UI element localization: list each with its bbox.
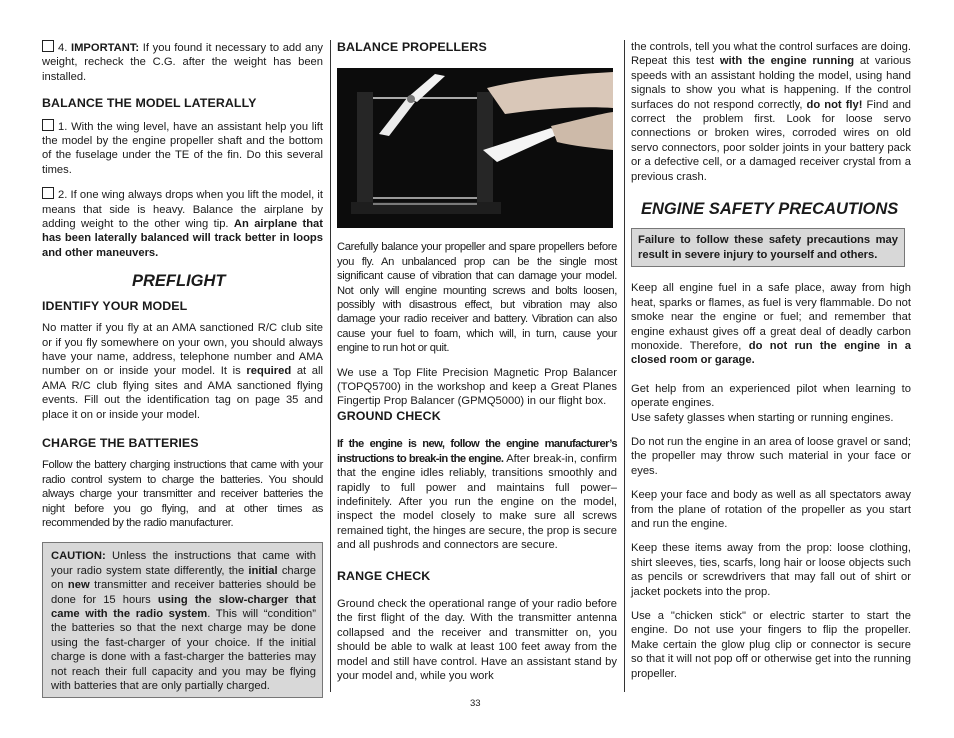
balance-step-1 [42, 119, 323, 178]
props-paragraph-1: Carefully balance your propeller and spare propellers before you fly. An unbalanced prop can be the single most significant cause of vibration that can damage your model. Not only will engine mounting screws and bolts loosen, possibly with disastrous effect, but vibration may also damage your radio receiver and battery. Vibration can also cause your fuel to foam, which will, in turn, cause your engine to run hot or quit. [337, 241, 617, 355]
heading-balance-laterally: BALANCE THE MODEL LATERALLY [42, 96, 257, 111]
caution-slow-charger: using the slow-charger that came with the radio system [51, 593, 316, 620]
prop-balancer-photo [337, 68, 613, 228]
important-label: IMPORTANT: [70, 42, 140, 54]
safety-paragraph-6: Use a "chicken stick" or electric starter to start the engine. Do not use your fingers to flip the propeller. Make certain the glow plug clip or connector is secure so that it will not pop off or otherwise get into the running propeller. [631, 610, 911, 680]
safety-paragraph-2 [631, 382, 911, 425]
range-cont-c: Find and correct the problem first. Look for loose servo connections or broken wires, corroded wires on old servo connectors, poor solder joints in your battery pack or a defective cell, or a damaged receiver crystal from a previous crash. [631, 98, 912, 183]
safety-1-text: Keep all engine fuel in a safe place, away from high heat, sparks or flames, as fuel is very flammable. Do not smoke near the engine or fuel; and remember that engine exhaust gives off a great deal of deadly carbon monoxide. Therefore, [631, 282, 911, 352]
propeller-hub [407, 95, 415, 103]
important-note [42, 40, 323, 84]
safety-2b-text: Use safety glasses when starting or running engines. [631, 411, 894, 424]
heading-ground-check: GROUND CHECK [337, 408, 441, 423]
safety-paragraph-5: Keep these items away from the prop: loose clothing, shirt sleeves, ties, scarfs, long hair or loose objects such as pencils or screwdrivers that may fall out of shirt or jacket pockets into the prop. [631, 542, 911, 598]
heading-preflight: PREFLIGHT [132, 272, 226, 291]
range-continued [631, 40, 911, 184]
charge-paragraph: Follow the battery charging instructions that came with your radio control system to charge the batteries. You should always charge your transmitter and receiver batteries the night before you go flying, and at other times as recommended by the radio manufacturer. [42, 459, 323, 529]
heading-range-check: RANGE CHECK [337, 568, 431, 583]
caution-text-a: Unless the instructions that came with your radio system state differently, the [51, 550, 316, 577]
identify-paragraph [42, 321, 323, 422]
caution-box [42, 542, 323, 698]
balancer-left-post [357, 92, 373, 210]
heading-balance-propellers: BALANCE PROPELLERS [337, 40, 487, 54]
column-left [42, 40, 323, 698]
warning-box: Failure to follow these safety precautions may result in severe injury to yourself and others. [631, 228, 905, 267]
caution-text-b: charge on [51, 564, 317, 592]
page-number: 33 [470, 698, 481, 709]
props-paragraph-2: We use a Top Flite Precision Magnetic Prop Balancer (TOPQ5700) in the workshop and keep a Great Planes Fingertip Prop Balancer (GPMQ5000) in our flight box. [337, 366, 617, 408]
balance-step-1-text: 1. With the wing level, have an assistant help you lift the model by the engine propeller shaft and the bottom of the fuselage under the TE of the fin. Do this several times. [42, 120, 323, 176]
balance-step-2-bold: An airplane that has been laterally balanced will track better in loops and other maneuvers. [42, 218, 324, 259]
safety-paragraph-3: Do not run the engine in an area of loose gravel or sand; the propeller may throw such material in your face or eyes. [631, 435, 911, 477]
caution-text-d: . This will “condition” the batteries so that the next charge may be done using the fast-charger of your choice. If the initial charge is done with a fast-charger the batteries may not reach their full capacity and you may be flying with batteries that are only partially charged. [51, 608, 316, 693]
range-cont-bold-1: with the engine running [719, 55, 855, 68]
important-text: If you found it necessary to add any weight, recheck the C.G. after the weight has been installed. [42, 42, 324, 83]
range-cont-a: the controls, tell you what the control surfaces are doing. Repeat this test [631, 41, 911, 68]
balance-step-2 [42, 187, 323, 260]
range-cont-bold-2: do not fly! [806, 98, 863, 111]
ground-text: After break-in, confirm that the engine idles reliably, transitions smoothly and rapidly to full power and maintains full power–indefinitely. After you run the engine on the model, inspect the model closely to make sure all screws remained tight, the hinges are secure, the prop is secure and all pushrods and connectors are secure. [337, 452, 617, 552]
heading-identify-model: IDENTIFY YOUR MODEL [42, 298, 188, 313]
identify-required: required [246, 365, 292, 378]
ground-bold: If the engine is new, follow the engine manufacturer’s instructions to break-in the engine. [337, 438, 617, 465]
safety-paragraph-4: Keep your face and body as well as all spectators away from the plane of rotation of the propeller as you start and run the engine. [631, 489, 911, 530]
safety-2a-text: Get help from an experienced pilot when learning to operate engines. [631, 382, 911, 410]
caution-initial: initial [248, 564, 278, 577]
identify-text-a: No matter if you fly at an AMA sanctioned R/C club site or if you fly somewhere on your own, you should always have your name, address, telephone number and AMA number on or inside your model. It is [42, 322, 323, 378]
safety-paragraph-1 [631, 281, 911, 367]
step-number: 4. [58, 42, 68, 54]
column-right [631, 40, 911, 691]
column-middle [337, 40, 617, 693]
heading-charge-batteries: CHARGE THE BATTERIES [42, 435, 199, 450]
column-divider-right [624, 40, 625, 692]
caution-label: CAUTION: [51, 550, 106, 563]
balance-step-2-text: 2. If one wing always drops when you lift the model, it means that side is heavy. Balance the airplane by adding weight to the other wing tip. [42, 189, 323, 231]
heading-engine-safety: ENGINE SAFETY PRECAUTIONS [641, 200, 899, 219]
prop-balancer-illustration [337, 68, 613, 228]
checkbox-icon [42, 40, 54, 52]
range-paragraph: Ground check the operational range of your radio before the first flight of the day. With the transmitter antenna collapsed and the receiver and transmitter on, you should be able to walk at least 100 feet away from the model and still have control. Have an assistant stand by your model and, while you work [337, 597, 617, 682]
ground-paragraph [337, 437, 617, 552]
identify-text-b: at all AMA R/C club flying sites and AMA sanctioned flying events. Fill out the identification tag on page 35 and place it on or inside your model. [42, 365, 324, 421]
checkbox-icon [42, 187, 54, 199]
safety-1-bold: do not run the engine in a closed room or garage. [631, 339, 912, 367]
caution-text-c: transmitter and receiver batteries should be done for 15 hours [51, 579, 316, 606]
checkbox-icon [42, 119, 54, 131]
range-cont-b: at various speeds with an assistant holding the model, using hand signals to show you what is happening. If the control surfaces do not respond correctly, [631, 55, 911, 111]
caution-new: new [67, 579, 90, 592]
column-divider-left [330, 40, 331, 692]
